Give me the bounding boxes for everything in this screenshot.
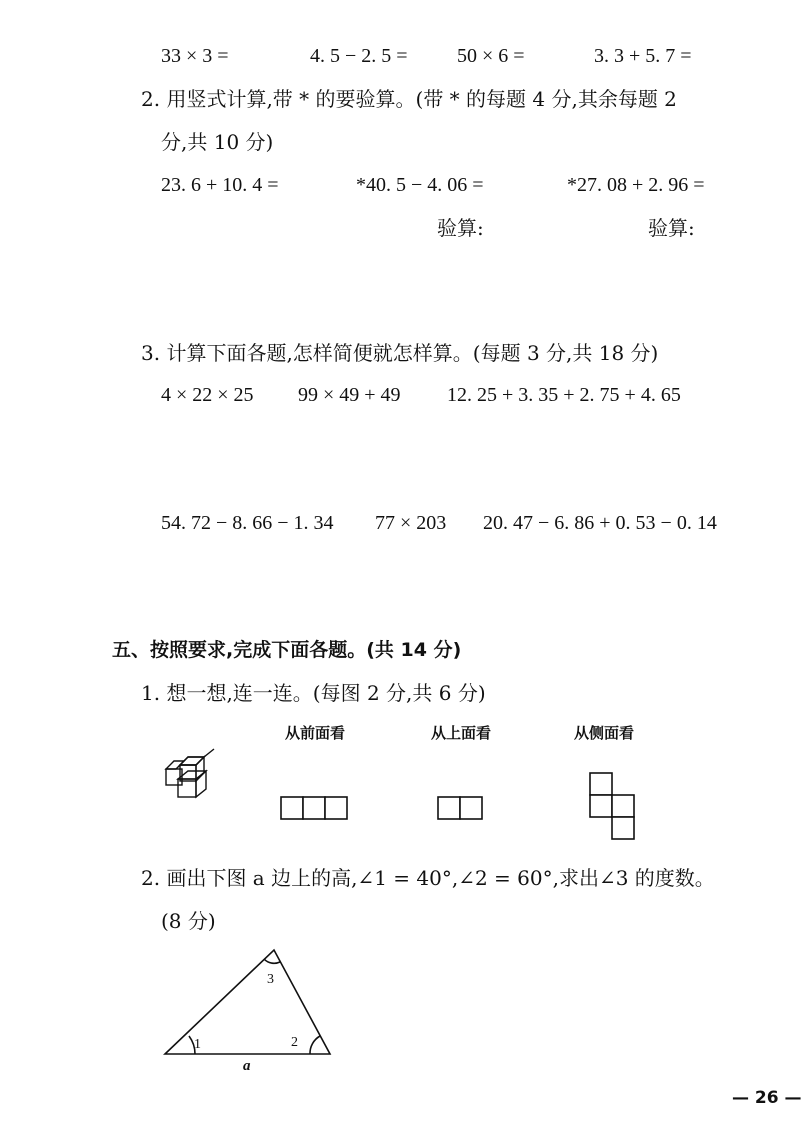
oral-item-1: 33 × 3 = bbox=[161, 45, 229, 67]
q3-row-a-item-1: 4 × 22 × 25 bbox=[161, 384, 254, 406]
q3-row-b-item-2: 77 × 203 bbox=[375, 512, 447, 534]
page-number: — 26 — bbox=[732, 1088, 802, 1108]
section5-q2-points: (8 分) bbox=[161, 909, 216, 933]
q2-item-2: *40. 5 − 4. 06 = bbox=[356, 174, 484, 196]
angle-2-arc bbox=[310, 1036, 320, 1054]
top-view-shape bbox=[437, 796, 483, 820]
q2-check-label-2: 验算: bbox=[648, 216, 695, 240]
view-label-top: 从上面看 bbox=[431, 724, 492, 742]
oral-item-4: 3. 3 + 5. 7 = bbox=[594, 45, 692, 67]
angle-3-label: 3 bbox=[267, 972, 274, 987]
q2-item-1: 23. 6 + 10. 4 = bbox=[161, 174, 279, 196]
q2-check-label-1: 验算: bbox=[437, 216, 484, 240]
q3-instruction: 3. 计算下面各题,怎样简便就怎样算。(每题 3 分,共 18 分) bbox=[141, 341, 659, 365]
side-a-label: a bbox=[243, 1058, 251, 1074]
oral-item-2: 4. 5 − 2. 5 = bbox=[310, 45, 408, 67]
side-view-shape bbox=[589, 772, 637, 842]
cube-stack-figure bbox=[160, 755, 222, 805]
q3-row-b-item-1: 54. 72 − 8. 66 − 1. 34 bbox=[161, 512, 334, 534]
q2-instruction-line2: 分,共 10 分) bbox=[161, 130, 274, 154]
view-label-side: 从侧面看 bbox=[574, 724, 635, 742]
view-label-front: 从前面看 bbox=[285, 724, 346, 742]
q3-row-a-item-3: 12. 25 + 3. 35 + 2. 75 + 4. 65 bbox=[447, 384, 681, 406]
angle-3-arc bbox=[264, 959, 280, 963]
front-view-shape bbox=[280, 796, 348, 820]
angle-2-label: 2 bbox=[291, 1035, 298, 1050]
triangle-figure bbox=[160, 946, 340, 1076]
oral-item-3: 50 × 6 = bbox=[457, 45, 525, 67]
section5-title: 五、按照要求,完成下面各题。(共 14 分) bbox=[112, 639, 462, 661]
section5-q1-instruction: 1. 想一想,连一连。(每图 2 分,共 6 分) bbox=[141, 681, 486, 705]
section5-q2-instruction: 2. 画出下图 a 边上的高,∠1 = 40°,∠2 = 60°,求出∠3 的度数。 bbox=[141, 866, 715, 890]
q2-item-3: *27. 08 + 2. 96 = bbox=[567, 174, 705, 196]
angle-1-label: 1 bbox=[194, 1037, 201, 1052]
q3-row-b-item-3: 20. 47 − 6. 86 + 0. 53 − 0. 14 bbox=[483, 512, 717, 534]
q2-instruction-line1: 2. 用竖式计算,带 * 的要验算。(带 * 的每题 4 分,其余每题 2 bbox=[141, 87, 677, 111]
q3-row-a-item-2: 99 × 49 + 49 bbox=[298, 384, 401, 406]
